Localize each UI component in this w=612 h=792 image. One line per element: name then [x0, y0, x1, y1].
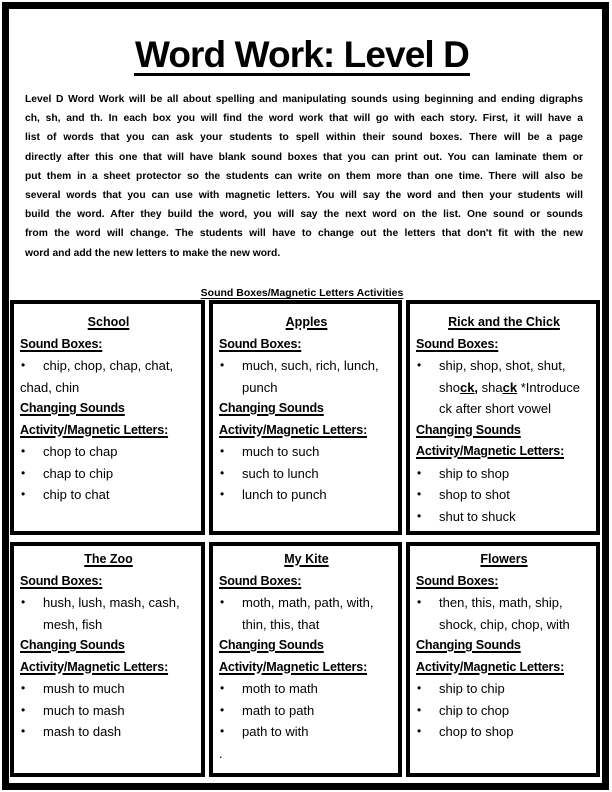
list-item-continuation: mesh, fish — [43, 616, 103, 632]
bullet-icon: • — [220, 487, 225, 501]
item-text: chop to shop — [439, 724, 514, 739]
bullet-icon: • — [21, 724, 26, 738]
bullet-icon: • — [220, 724, 225, 738]
list-item-continuation: chad, chin — [20, 379, 80, 395]
digraph-emphasis: ck — [502, 379, 518, 395]
bullet-icon: • — [21, 465, 26, 480]
bullet-icon: • — [417, 358, 422, 372]
item-text: chip to chat — [43, 487, 110, 502]
changing-sounds-label: Changing Sounds — [219, 401, 324, 415]
item-text: chip, chop, chap, chat, — [43, 358, 174, 373]
list-item — [20, 441, 197, 463]
list-item — [20, 700, 197, 722]
item-text: ship to shop — [439, 465, 510, 481]
story-box-my-kite — [209, 542, 402, 777]
list-item — [416, 484, 592, 506]
list-item — [416, 721, 592, 743]
story-box-flowers — [406, 542, 600, 777]
bullet-icon: • — [417, 465, 422, 480]
box-title: Apples — [285, 315, 328, 329]
list-item — [219, 441, 394, 463]
box-title: Rick and the Chick — [448, 315, 560, 329]
activity-magnetic-label: Activity/Magnetic Letters: — [20, 659, 169, 674]
item-text: moth to math — [242, 681, 318, 696]
list-item — [219, 592, 394, 614]
bullet-icon: • — [417, 508, 422, 523]
intro-line: list of words that you can ask your students to spell within their sound boxes. There will be a page — [25, 132, 583, 144]
bullet-icon: • — [417, 724, 422, 738]
intro-line: Level D Word Work will be all about spelling and manipulating sounds using beginning and ending digraphs — [25, 94, 583, 105]
item-text: mash to dash — [43, 724, 122, 739]
bullet-icon: • — [21, 358, 26, 372]
item-text: chap to chip — [43, 465, 114, 481]
item-text: much to mash — [43, 702, 125, 718]
intro-line: several words that you can use with magnetic letters. You will say the word and then your students will — [25, 189, 583, 201]
list-item — [416, 678, 592, 700]
item-text: ship, shop, shot, shut, — [439, 358, 566, 373]
list-item — [219, 463, 394, 485]
bullet-icon: • — [21, 444, 26, 458]
bullet-icon: • — [417, 487, 422, 501]
list-item — [20, 592, 197, 614]
bullet-icon: • — [220, 444, 225, 458]
sound-boxes-label: Sound Boxes: — [416, 336, 499, 351]
list-item-continuation: shock, chip, chop, with — [439, 616, 570, 632]
item-text: chip to chop — [439, 702, 510, 718]
section-heading: Sound Boxes/Magnetic Letters Activities — [200, 287, 404, 299]
item-text: math to path — [242, 702, 315, 718]
sound-boxes-label: Sound Boxes: — [20, 573, 103, 588]
item-text: path to with — [242, 724, 309, 739]
bullet-icon: • — [21, 702, 26, 717]
stray-mark: . — [219, 745, 223, 761]
intro-line: put them in a sheet protector so the students can write on them more than one time. There will also be — [25, 170, 583, 182]
title-container — [0, 36, 604, 76]
list-item — [219, 484, 394, 506]
changing-sounds-label: Changing Sounds — [416, 638, 521, 652]
list-item — [416, 463, 592, 485]
bullet-icon: • — [21, 595, 26, 609]
changing-sounds-label: Changing Sounds — [416, 422, 521, 437]
activity-magnetic-label: Activity/Magnetic Letters: — [416, 659, 565, 674]
page-title: Word Work: Level D — [135, 34, 469, 75]
box-title: School — [87, 315, 130, 329]
item-text: much, such, rich, lunch, — [242, 358, 379, 373]
activity-magnetic-label: Activity/Magnetic Letters: — [20, 422, 169, 437]
section-heading-container — [0, 283, 604, 301]
bullet-icon: • — [220, 465, 225, 480]
sound-boxes-label: Sound Boxes: — [219, 573, 302, 588]
box-title: Flowers — [480, 552, 528, 566]
bullet-icon: • — [220, 358, 225, 372]
list-item — [416, 355, 592, 377]
item-text: such to lunch — [242, 465, 319, 481]
list-item — [20, 678, 197, 700]
intro-line: word and add the new letters to make the new word. — [25, 247, 281, 259]
activity-magnetic-label: Activity/Magnetic Letters: — [416, 444, 565, 458]
box-title: The Zoo — [84, 552, 133, 566]
bullet-icon: • — [417, 681, 422, 695]
intro-paragraph — [25, 90, 583, 263]
bullet-icon: • — [220, 681, 225, 695]
list-item-continuation: punch — [242, 379, 278, 395]
intro-line: from the word will change. The students will have to change out the letters that don't fit with the new — [25, 228, 583, 240]
item-text: ship to chip — [439, 681, 505, 696]
list-item — [20, 721, 197, 743]
list-item-continuation: ck after short vowel — [439, 401, 551, 416]
list-item — [20, 355, 197, 377]
story-box-school — [10, 300, 205, 535]
item-text: lunch to punch — [242, 487, 327, 502]
bullet-icon: • — [21, 487, 26, 501]
bullet-icon: • — [220, 595, 225, 609]
list-item-continuation — [416, 377, 592, 399]
list-item — [20, 463, 197, 485]
item-text: hush, lush, mash, cash, — [43, 595, 180, 610]
story-box-rick-and-the-chick — [406, 300, 600, 535]
list-item — [416, 700, 592, 722]
intro-line: build the word. After they build the word, you will say the next word on the list. One sound or sounds — [25, 209, 583, 221]
item-text: moth, math, path, with, — [242, 595, 374, 610]
list-item — [219, 355, 394, 377]
bullet-icon: • — [417, 595, 422, 609]
item-text: much to such — [242, 444, 320, 459]
item-text: chop to chap — [43, 444, 118, 459]
box-title: My Kite — [284, 552, 329, 566]
list-item-continuation: thin, this, that — [242, 616, 320, 632]
sound-boxes-label: Sound Boxes: — [416, 573, 499, 588]
story-box-the-zoo — [10, 542, 205, 777]
activity-magnetic-label: Activity/Magnetic Letters: — [219, 659, 368, 674]
changing-sounds-label: Changing Sounds — [20, 401, 125, 415]
digraph-emphasis: ck, — [459, 379, 479, 395]
sound-boxes-label: Sound Boxes: — [219, 336, 302, 351]
text-segment: sho — [439, 379, 460, 395]
list-item — [219, 700, 394, 722]
text-segment: sha — [478, 379, 503, 395]
item-text: shut to shuck — [439, 508, 516, 524]
changing-sounds-label: Changing Sounds — [219, 638, 324, 652]
list-item — [416, 592, 592, 614]
intro-line: ch, sh, and th. In each box you will find the word work that will go with each story. First, it will have a — [25, 113, 583, 125]
intro-line: directly after this one that will have blank sound boxes that you can print out. You can laminate them or — [25, 151, 583, 163]
item-text: then, this, math, ship, — [439, 595, 563, 610]
list-item — [219, 678, 394, 700]
item-text: mush to much — [43, 681, 125, 696]
bullet-icon: • — [417, 702, 422, 717]
story-box-apples — [209, 300, 402, 535]
text-segment: *Introduce — [517, 379, 580, 395]
list-item — [219, 721, 394, 743]
item-text: shop to shot — [439, 487, 510, 502]
list-item — [416, 506, 592, 528]
list-item — [20, 484, 197, 506]
bullet-icon: • — [21, 681, 26, 695]
changing-sounds-label: Changing Sounds — [20, 638, 125, 652]
bullet-icon: • — [220, 702, 225, 717]
sound-boxes-label: Sound Boxes: — [20, 336, 103, 351]
activity-magnetic-label: Activity/Magnetic Letters: — [219, 422, 368, 437]
